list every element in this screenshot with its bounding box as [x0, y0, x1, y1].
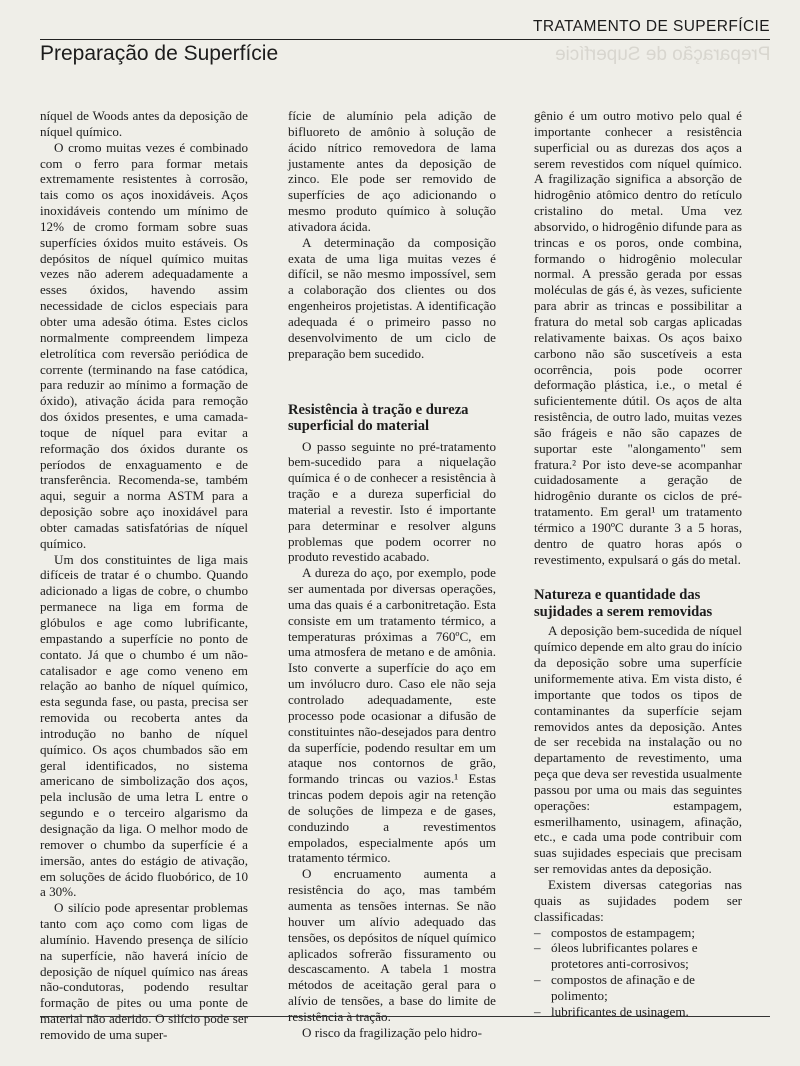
section-heading: Natureza e quantidade das sujidades a serem removidas — [534, 587, 713, 620]
paragraph: O cromo muitas vezes é combinado com o ferro para formar metais extremamente resistentes à corrosão, tais como os aços inoxidáveis. Aços inoxidáveis contendo um mínimo de 12% de cromo formam sobre suas superfícies óxidos muito estáveis. Os depósitos de níquel químico muitas vezes não aderem adequadamente a esses óxidos, havendo assim necessidade de ciclos especiais para obter uma adesão ótima. Estes ciclos normalmente compreendem limpeza eletrolítica com reversão periódica de corrente (terminando na fase catódica, para reduzir ao mínimo a formação de óxido), ativação ácida para remoção dos óxidos presentes, e uma camada-toque de níquel para evitar a reformação dos óxidos durante os períodos de enxaguamento e de transferência. Recomenda-se, também aqui, seguir a norma ASTM para a deposição sobre aço inoxidável para obter camadas satisfatórias de níquel químico. — [40, 139, 248, 551]
paragraph: A dureza do aço, por exemplo, pode ser aumentada por diversas operações, uma das quais é a carbonitretação. Esta consiste em um tratamento térmico, a temperaturas próximas a 760ºC, em uma atmosfera de metano e de amônia. Isto converte a superfície do aço em um invólucro duro. Caso ele não seja controlado adequadamente, este processo pode ocasionar a difusão de constituintes não-desejados para dentro da superfície, podendo resultar em um ataque nos contornos de grão, formando trincas ou vazios.¹ Estas trincas podem depois agir na retenção de soluções de limpeza e de gases, conduzindo a revestimentos empolados, especialmente após um tratamento térmico. — [288, 565, 496, 866]
list-item: – lubrificantes de usinagem. — [534, 1004, 742, 1020]
paragraph: O risco da fragilização pelo hidro- — [302, 1024, 482, 1040]
list-item: – compostos de afinação e de polimento; — [534, 972, 742, 1004]
paragraph: gênio é um outro motivo pelo qual é importante conhecer a resistência superficial ou as durezas dos aços a serem revestidos com níquel químico. A fragilização significa a absorção de hidrogênio atômico dentro do retículo cristalino do metal. Uma vez absorvido, o hidrogênio difunde para as trincas e os poros, onde combina, formando o hidrogênio molecular normal. A pressão gerada por essas moléculas de gás é, às vezes, suficiente para abrir as trincas e possibilitar a fratura do metal sob cargas aplicadas relativamente baixas. Os aços baixo carbono não são suscetíveis a esta ocorrência, pois pode ocorrer deformação plástica, i.e., o metal é suficientemente dútil. Os aços de alta resistência, de outro lado, muitas vezes são frágeis e não são capazes de suportar este "alongamento" sem fratura.² Por isto deve-se acompanhar cuidadosamente a geração de hidrogênio durante os ciclos de pré-tratamento. Em geral¹ um tratamento térmico a 190ºC durante 3 a 5 horas, dentro de quatro horas após o revestimento, expulsará o gás do metal. — [534, 108, 742, 567]
paragraph: O passo seguinte no pré-tratamento bem-sucedido para a niquelação química é o de conhecer a resistência à tração e a dureza superficial do material a revestir. Isto é importante para determinar e resolver alguns problemas que podem ocorrer no produto revestido acabado. — [288, 438, 496, 565]
paragraph: fície de alumínio pela adição de bifluoreto de amônio à solução de ácido nítrico removedora de lama justamente antes da deposição de zinco. Ele pode ser removido de superfícies de aço adicionando o mesmo produto químico à solução ativadora ácida. — [288, 108, 496, 234]
header-rule — [40, 39, 770, 40]
show-through-title: Preparação de Superfície — [554, 44, 770, 65]
soil-category-list — [534, 925, 742, 1020]
text-column-1 — [40, 108, 248, 1043]
list-item: – compostos de estampagem; — [534, 925, 742, 941]
footer-rule — [40, 1016, 770, 1017]
paragraph: A deposição bem-sucedida de níquel químico depende em alto grau do início da deposição sobre uma superfície uniformemente ativa. Em vista disto, é importante que todos os tipos de contaminantes da superfície sejam removidos antes da deposição. Antes de ser recebida na instalação ou no departamento de revestimento, uma peça que deva ser revestida usualmente passou por uma ou mais das seguintes operações: estampagem, esmerilhamento, usinagem, afinação, etc., e cada uma pode contribuir com suas sujidades especiais que precisam ser removidas antes da deposição. — [534, 623, 742, 877]
text-column-3 — [534, 108, 742, 1020]
paragraph: níquel de Woods antes da deposição de níquel químico. — [40, 108, 248, 139]
paragraph: O silício pode apresentar problemas tanto com aço como com ligas de alumínio. Havendo presença de silício na superfície, não haverá início de deposição de níquel químico nas áreas não-condutoras, podendo resultar formação de pites ou uma ponte de material não aderido. O silício pode ser removido de uma super- — [40, 900, 248, 1042]
page-title: Preparação de Superfície — [40, 42, 279, 65]
list-item: – óleos lubrificantes polares e protetores anti-corrosivos; — [534, 940, 742, 972]
section-heading: Resistência à tração e dureza superficial do material — [288, 401, 469, 434]
paragraph: O encruamento aumenta a resistência do aço, mas também aumenta as tensões internas. Se não houver um alívio adequado das tensões, os depósitos de níquel químico aplicados sofrerão fissuramento ou descascamento. A tabela 1 mostra métodos de aceitação geral para o alívio de tensões, a base do limite de resistência à tração. — [288, 866, 496, 1024]
paragraph: A determinação da composição exata de uma liga muitas vezes é difícil, se não mesmo impossível, sem a colaboração dos clientes ou dos engenheiros projetistas. A identificação adequada é o primeiro passo no desenvolvimento de um ciclo de preparação bem sucedido. — [288, 234, 496, 361]
text-column-2 — [288, 108, 496, 1041]
paragraph: Existem diversas categorias nas quais as sujidades podem ser classificadas: — [534, 876, 742, 924]
paragraph: Um dos constituintes de liga mais difíceis de tratar é o chumbo. Quando adicionado a ligas de cobre, o chumbo permanece na liga em forma de glóbulos e age como lubrificante, empastando a superfície no ponto de contato. Já que o chumbo é um não-catalisador e age como veneno em relação ao banho de níquel químico, esta segunda fase, ou pasta, precisa ser removida ou recoberta antes da introdução no banho de níquel químico. Os aços chumbados são em geral identificados, no sistema americano de simbolização dos aços, pela inclusão de uma letra L entre o segundo e o terceiro algarismo da designação da liga. O melhor modo de remover o chumbo da superfície é a imersão, antes do estágio de ativação, em soluções de ácido fluobórico, de 10 a 30%. — [40, 551, 248, 900]
section-header: TRATAMENTO DE SUPERFÍCIE — [533, 18, 770, 35]
